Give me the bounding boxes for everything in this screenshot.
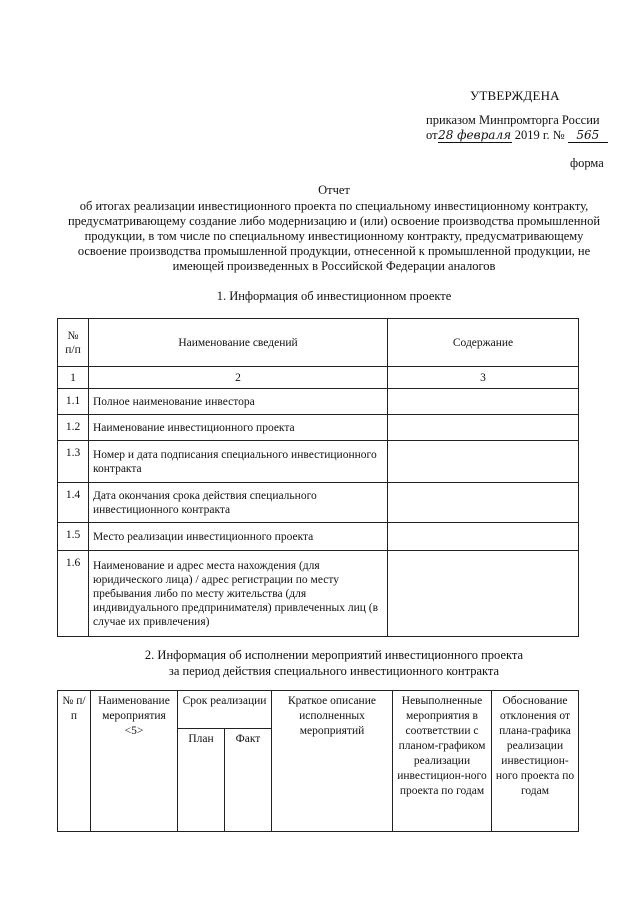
row-content-cell xyxy=(388,441,579,483)
header-description: Краткое описание исполненных мероприятий xyxy=(272,691,393,832)
table-row xyxy=(58,551,579,637)
header-num: № п/п xyxy=(58,319,89,367)
col-number: 2 xyxy=(89,367,388,389)
year-text: 2019 г. № xyxy=(514,128,565,142)
form-label: форма xyxy=(570,156,604,170)
row-content-cell xyxy=(388,551,579,637)
table-row xyxy=(58,415,579,441)
header-event-name: Наименование мероприятия <5> xyxy=(91,691,178,832)
header-justification: Обоснование отклонения от плана-графика реализации инвестицион-ного проекта по годам xyxy=(492,691,579,832)
order-date-line xyxy=(426,128,608,143)
header-period: Срок реализации xyxy=(178,691,272,729)
header-num: № п/п xyxy=(58,691,91,832)
row-name: Номер и дата подписания специального инвестиционного контракта xyxy=(89,441,388,483)
section1-heading: 1. Информация об инвестиционном проекте xyxy=(216,289,452,303)
col-number: 3 xyxy=(388,367,579,389)
header-fact: Факт xyxy=(225,729,272,832)
report-title-line1: Отчет xyxy=(318,183,350,197)
col-number: 1 xyxy=(58,367,89,389)
row-num: 1.2 xyxy=(58,415,89,441)
table-row xyxy=(58,441,579,483)
approved-stamp: УТВЕРЖДЕНА xyxy=(470,88,560,103)
row-content-cell xyxy=(388,415,579,441)
section2-heading-line1: 2. Информация об исполнении мероприятий инвестиционного проекта xyxy=(144,648,524,662)
row-name: Полное наименование инвестора xyxy=(89,389,388,415)
row-content-cell xyxy=(388,389,579,415)
report-title xyxy=(60,183,608,274)
section2-heading xyxy=(60,647,608,679)
handwritten-date: 28 февраля xyxy=(438,128,512,142)
row-name: Наименование и адрес места нахождения (для юридического лица) / адрес регистрации по месту пребывания либо по месту жительства (для индивидуального предпринимателя) привлеченных лиц (в случае их привлечения) xyxy=(89,551,388,637)
row-num: 1.3 xyxy=(58,441,89,483)
header-unfulfilled: Невыполненные мероприятия в соответствии с планом-графиком реализации инвестицион-ного проекта по годам xyxy=(393,691,492,832)
row-num: 1.1 xyxy=(58,389,89,415)
row-content-cell xyxy=(388,483,579,523)
report-title-body: об итогах реализации инвестиционного проекта по специальному инвестиционному контракту, предусматривающему создание либо модернизацию и (или) освоение производства промышленной продукции, в том числе по специальному инвестиционному контракту, предусматривающему освоение производства промышленной продукции, отнесенной к промышленной продукции, не имеющей произведенных в Российской Федерации аналогов xyxy=(67,199,601,273)
table-row xyxy=(58,523,579,551)
header-content: Содержание xyxy=(388,319,579,367)
header-name: Наименование сведений xyxy=(89,319,388,367)
events-table xyxy=(57,690,579,832)
row-num: 1.5 xyxy=(58,523,89,551)
row-name: Наименование инвестиционного проекта xyxy=(89,415,388,441)
row-num: 1.4 xyxy=(58,483,89,523)
table-row xyxy=(58,483,579,523)
header-plan: План xyxy=(178,729,225,832)
row-content-cell xyxy=(388,523,579,551)
row-num: 1.6 xyxy=(58,551,89,637)
handwritten-number: 565 xyxy=(568,128,608,143)
table-row xyxy=(58,389,579,415)
project-info-table xyxy=(57,318,579,637)
date-prefix: от xyxy=(426,128,438,142)
row-name: Место реализации инвестиционного проекта xyxy=(89,523,388,551)
row-name: Дата окончания срока действия специального инвестиционного контракта xyxy=(89,483,388,523)
section2-heading-line2: за период действия специального инвестиционного контракта xyxy=(168,664,500,678)
order-line: приказом Минпромторга России xyxy=(426,113,600,127)
